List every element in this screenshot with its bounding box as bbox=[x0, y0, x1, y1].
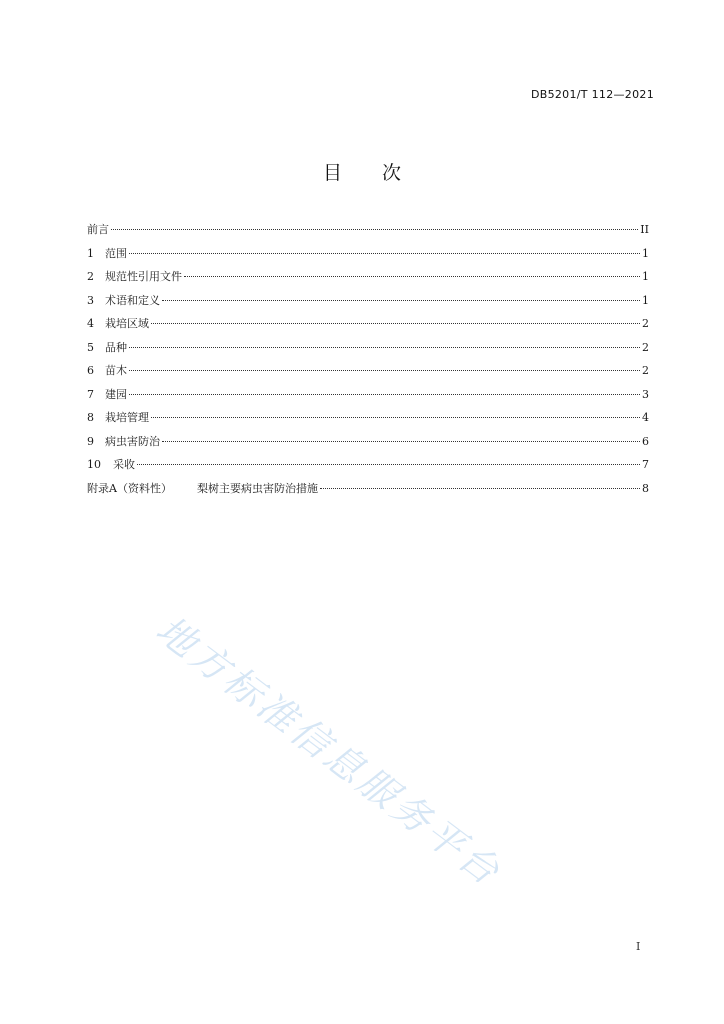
toc-entry-3[interactable] bbox=[87, 289, 649, 313]
toc-leader bbox=[151, 416, 640, 418]
toc-entry-9[interactable] bbox=[87, 430, 649, 454]
toc-entry-7[interactable] bbox=[87, 383, 649, 407]
toc-leader bbox=[129, 346, 640, 348]
toc-entry-label: 病虫害防治 bbox=[105, 434, 160, 448]
toc-leader bbox=[320, 487, 640, 489]
toc-leader bbox=[162, 440, 640, 442]
toc-entry-label: 术语和定义 bbox=[105, 293, 160, 307]
toc-title-left: 目 bbox=[322, 162, 342, 184]
toc-leader bbox=[151, 322, 640, 324]
toc-entry-number: 9 bbox=[87, 434, 94, 448]
toc-entry-label: 建园 bbox=[105, 387, 127, 401]
toc-entry-number: 附录A（资料性） bbox=[87, 481, 172, 495]
toc-page-number: 1 bbox=[642, 246, 649, 260]
toc-page-number: 4 bbox=[642, 411, 649, 424]
toc-leader bbox=[129, 369, 640, 371]
toc-entry-10[interactable] bbox=[87, 453, 649, 477]
toc-entry-label: 规范性引用文件 bbox=[105, 270, 182, 283]
toc-entry-6[interactable] bbox=[87, 359, 649, 383]
toc-entry-label: 范围 bbox=[105, 246, 127, 260]
watermark: 地方标准信息服务平台 bbox=[148, 607, 511, 896]
toc-title bbox=[0, 158, 724, 185]
toc-page-number: 1 bbox=[642, 293, 649, 307]
toc-entry-2[interactable] bbox=[87, 265, 649, 289]
toc-page-number: 6 bbox=[642, 434, 649, 448]
toc-page-number: 7 bbox=[642, 458, 649, 471]
toc-page-number: II bbox=[640, 223, 649, 236]
table-of-contents bbox=[87, 218, 649, 500]
toc-entry-label: 采收 bbox=[113, 458, 135, 471]
toc-entry-foreword[interactable] bbox=[87, 218, 649, 242]
toc-page-number: 2 bbox=[642, 340, 649, 354]
toc-entry-number: 8 bbox=[87, 411, 94, 424]
toc-entry-number: 2 bbox=[87, 270, 94, 283]
toc-entry-number: 7 bbox=[87, 387, 94, 401]
toc-entry-appendix-a[interactable] bbox=[87, 477, 649, 501]
toc-page-number: 2 bbox=[642, 364, 649, 377]
toc-entry-number: 3 bbox=[87, 293, 94, 307]
toc-leader bbox=[162, 299, 640, 301]
toc-entry-number: 10 bbox=[87, 458, 101, 471]
toc-leader bbox=[129, 393, 640, 395]
toc-page-number: 2 bbox=[642, 317, 649, 330]
toc-leader bbox=[137, 463, 640, 465]
toc-entry-label: 梨树主要病虫害防治措施 bbox=[197, 481, 318, 495]
toc-leader bbox=[111, 228, 638, 230]
toc-entry-number: 5 bbox=[87, 340, 94, 354]
toc-entry-number: 4 bbox=[87, 317, 94, 330]
document-code: DB5201/T 112—2021 bbox=[530, 88, 654, 101]
toc-entry-label: 前言 bbox=[87, 223, 109, 236]
toc-leader bbox=[129, 252, 640, 254]
toc-entry-5[interactable] bbox=[87, 336, 649, 360]
page-number: I bbox=[636, 940, 641, 953]
toc-entry-8[interactable] bbox=[87, 406, 649, 430]
toc-entry-1[interactable] bbox=[87, 242, 649, 266]
toc-entry-label: 栽培区域 bbox=[105, 317, 149, 330]
toc-page-number: 1 bbox=[642, 270, 649, 283]
toc-entry-label: 栽培管理 bbox=[105, 411, 149, 424]
toc-entry-4[interactable] bbox=[87, 312, 649, 336]
toc-leader bbox=[184, 275, 640, 277]
toc-entry-label: 苗木 bbox=[105, 364, 127, 377]
toc-page-number: 8 bbox=[642, 481, 649, 495]
toc-page-number: 3 bbox=[642, 387, 649, 401]
toc-entry-number: 6 bbox=[87, 364, 94, 377]
toc-title-right: 次 bbox=[382, 162, 402, 184]
toc-entry-label: 品种 bbox=[105, 340, 127, 354]
toc-entry-number: 1 bbox=[87, 246, 94, 260]
